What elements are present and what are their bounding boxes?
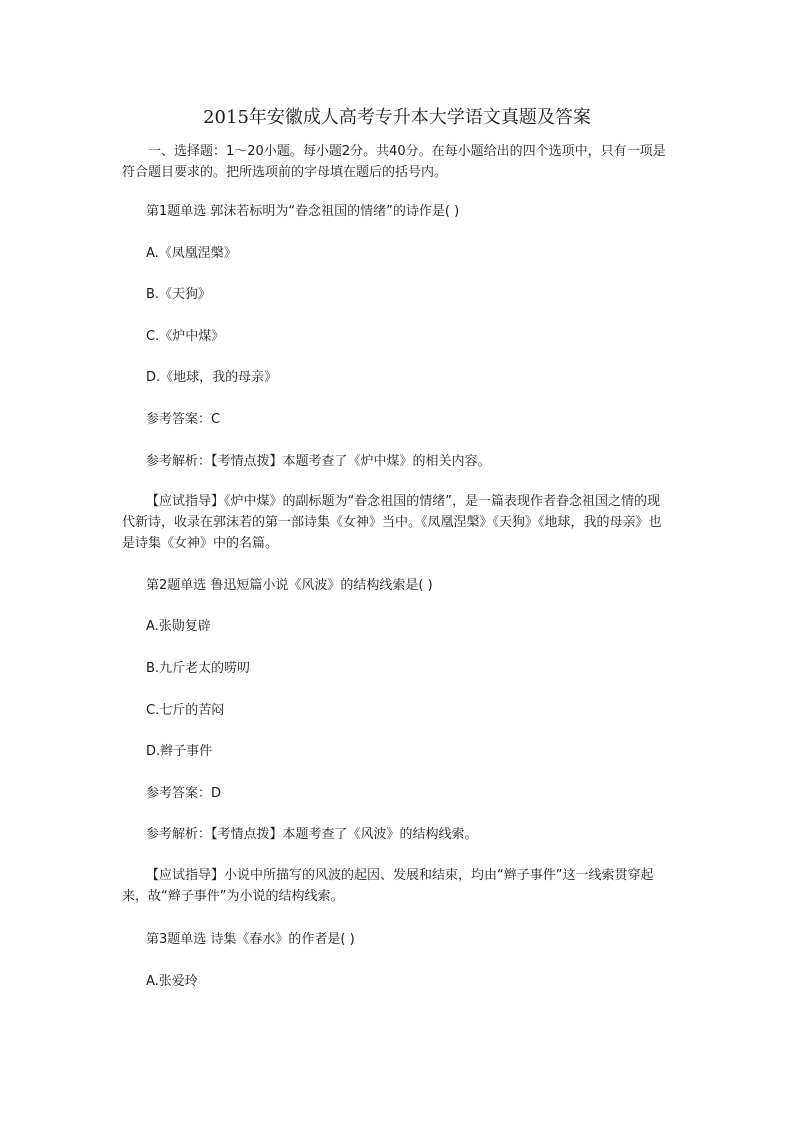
document-title: 2015年安徽成人高考专升本大学语文真题及答案: [203, 107, 591, 128]
question-1-guide: 【应试指导】《炉中煤》的副标题为“眷念祖国的情绪”，是一篇表现作者眷念祖国之情的现代新诗，收录在郭沫若的第一部诗集《女神》当中。《凤凰涅槃》《天狗》《地球，我的母亲》也是诗集《女神》中的名篇。: [122, 494, 662, 551]
question-3-option-a: A.张爱玲: [146, 974, 198, 989]
question-2-option-c: C.七斤的苦闷: [146, 703, 225, 718]
question-1-option-a: A.《凤凰涅槃》: [146, 246, 237, 261]
question-2-option-b: B.九斤老太的唠叨: [146, 661, 251, 676]
section-intro: 一、选择题：1～20小题。每小题2分。共40分。在每小题给出的四个选项中，只有一项是符合题目要求的。把所选项前的字母填在题后的括号内。: [122, 144, 666, 180]
question-2-option-a: A.张勋复辟: [146, 619, 211, 634]
question-2-stem: 第2题单选 鲁迅短篇小说《风波》的结构线索是( ): [146, 578, 433, 593]
question-1-stem: 第1题单选 郭沫若标明为“眷念祖国的情绪”的诗作是( ): [146, 204, 460, 219]
question-1-option-d: D.《地球，我的母亲》: [146, 370, 278, 385]
question-2-option-d: D.辫子事件: [146, 744, 213, 759]
question-1-analysis: 参考解析：【考情点拨】本题考查了《炉中煤》的相关内容。: [146, 454, 491, 469]
question-2-guide: 【应试指导】小说中所描写的风波的起因、发展和结束，均由“辫子事件”这一线索贯穿起来，故“辫子事件”为小说的结构线索。: [122, 868, 654, 904]
question-2-answer: 参考答案：D: [146, 786, 222, 801]
question-1-answer: 参考答案：C: [146, 412, 221, 427]
question-2-analysis: 参考解析：【考情点拨】本题考查了《风波》的结构线索。: [146, 827, 478, 842]
question-1-option-c: C.《炉中煤》: [146, 329, 225, 344]
question-3-stem: 第3题单选 诗集《春水》的作者是( ): [146, 932, 355, 947]
question-1-option-b: B.《天狗》: [146, 287, 212, 302]
